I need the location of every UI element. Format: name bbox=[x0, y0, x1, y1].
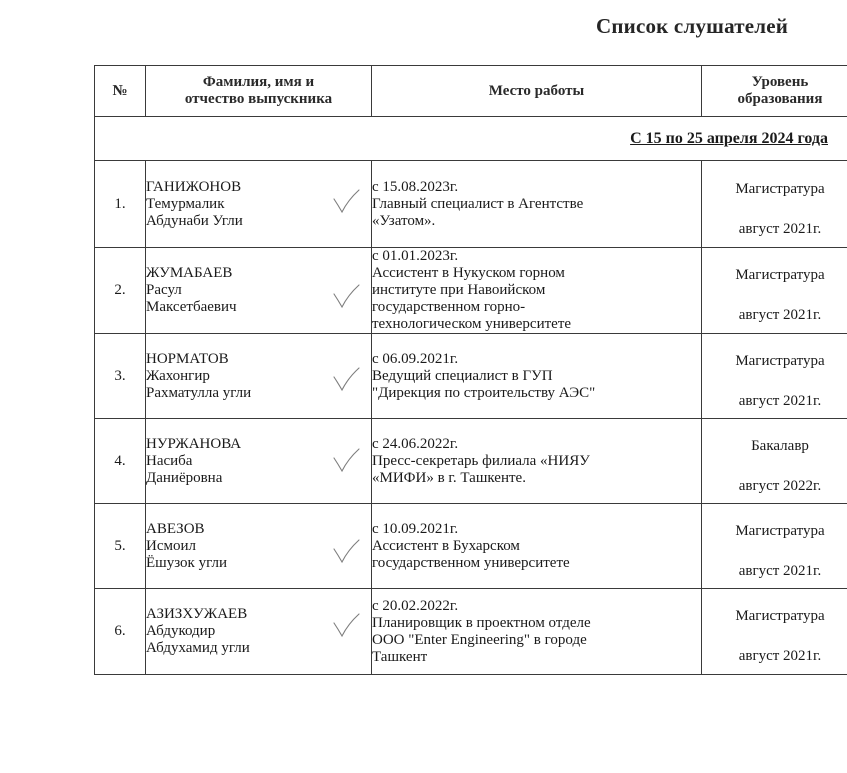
graduation-date: август 2021г. bbox=[738, 307, 822, 323]
workplace-line: государственном горно- bbox=[372, 299, 526, 315]
student-name-cell bbox=[146, 419, 372, 504]
page-title: Список слушателей bbox=[596, 14, 789, 38]
workplace-line: институте при Навоийском bbox=[372, 282, 546, 298]
education-degree: Бакалавр bbox=[751, 437, 809, 454]
workplace-cell bbox=[372, 334, 702, 419]
workplace-cell bbox=[372, 504, 702, 589]
education-cell bbox=[702, 504, 847, 589]
education-cell bbox=[702, 334, 847, 419]
student-patronymic: Абдухамид угли bbox=[146, 640, 250, 656]
period-label: С 15 по 25 апреля 2024 года bbox=[630, 129, 828, 147]
table-header-row bbox=[95, 66, 847, 117]
education-degree: Магистратура bbox=[735, 522, 825, 539]
handwritten-checkmark-icon bbox=[331, 283, 361, 309]
graduation-date: август 2021г. bbox=[738, 562, 822, 579]
workplace-line: Планировщик в проектном отделе bbox=[372, 614, 591, 631]
student-surname: НОРМАТОВ bbox=[146, 350, 229, 367]
row-number: 3. bbox=[95, 334, 146, 419]
student-first-name: Темурмалик bbox=[146, 195, 225, 212]
student-first-name: Расул bbox=[146, 282, 182, 298]
workplace-line: Главный специалист в Агентстве bbox=[372, 195, 584, 212]
workplace-line: с 15.08.2023г. bbox=[372, 178, 459, 195]
workplace-line: «МИФИ» в г. Ташкенте. bbox=[372, 469, 526, 486]
header-name-line2: отчество выпускника bbox=[184, 91, 333, 107]
education-degree: Магистратура bbox=[735, 180, 825, 197]
graduation-date: август 2021г. bbox=[738, 648, 822, 664]
education-degree: Магистратура bbox=[735, 267, 825, 283]
handwritten-checkmark-icon bbox=[331, 612, 361, 638]
workplace-line: с 01.01.2023г. bbox=[372, 248, 459, 264]
workplace-line: государственном университете bbox=[372, 554, 570, 571]
period-row bbox=[95, 117, 847, 161]
student-surname: НУРЖАНОВА bbox=[146, 435, 242, 452]
workplace-line: Ассистент в Бухарском bbox=[372, 537, 520, 554]
header-number: № bbox=[95, 66, 146, 117]
workplace-line: с 20.02.2022г. bbox=[372, 597, 459, 614]
education-cell bbox=[702, 589, 847, 675]
handwritten-checkmark-icon bbox=[331, 447, 361, 473]
handwritten-checkmark-icon bbox=[331, 188, 361, 214]
student-surname: АЗИЗХУЖАЕВ bbox=[146, 606, 248, 622]
workplace-cell bbox=[372, 161, 702, 248]
workplace-cell bbox=[372, 589, 702, 675]
row-number: 6. bbox=[95, 589, 146, 675]
header-education-line2: образования bbox=[737, 91, 823, 107]
student-patronymic: Ёшузок угли bbox=[146, 554, 227, 571]
header-name-line1: Фамилия, имя и bbox=[202, 74, 315, 90]
header-workplace: Место работы bbox=[372, 66, 702, 117]
workplace-line: Ассистент в Нукуском горном bbox=[372, 265, 565, 281]
workplace-line: с 24.06.2022г. bbox=[372, 435, 459, 452]
header-education bbox=[702, 66, 847, 117]
workplace-line: Пресс-секретарь филиала «НИЯУ bbox=[372, 452, 590, 469]
student-patronymic: Максетбаевич bbox=[146, 299, 237, 315]
student-name-cell bbox=[146, 334, 372, 419]
table-row bbox=[95, 589, 847, 675]
student-patronymic: Даниёровна bbox=[146, 469, 223, 486]
graduation-date: август 2021г. bbox=[738, 220, 822, 237]
row-number: 2. bbox=[95, 248, 146, 334]
student-first-name: Абдукодир bbox=[146, 623, 216, 639]
student-patronymic: Рахматулла угли bbox=[146, 384, 252, 401]
education-degree: Магистратура bbox=[735, 352, 825, 369]
student-name-cell bbox=[146, 161, 372, 248]
education-degree: Магистратура bbox=[735, 608, 825, 624]
student-first-name: Жахонгир bbox=[146, 367, 210, 384]
student-name-cell bbox=[146, 248, 372, 334]
student-surname: ЖУМАБАЕВ bbox=[146, 265, 233, 281]
workplace-line: технологическом университете bbox=[372, 316, 572, 332]
education-cell bbox=[702, 248, 847, 334]
student-name-cell bbox=[146, 589, 372, 675]
education-cell bbox=[702, 419, 847, 504]
workplace-line: с 10.09.2021г. bbox=[372, 520, 459, 537]
period-cell bbox=[95, 117, 847, 161]
workplace-line: с 06.09.2021г. bbox=[372, 350, 459, 367]
table-row bbox=[95, 419, 847, 504]
table-row bbox=[95, 334, 847, 419]
table-row bbox=[95, 161, 847, 248]
student-surname: АВЕЗОВ bbox=[146, 520, 205, 537]
workplace-cell bbox=[372, 419, 702, 504]
header-education-line1: Уровень bbox=[751, 74, 809, 90]
handwritten-checkmark-icon bbox=[331, 366, 361, 392]
workplace-line: "Дирекция по строительству АЭС" bbox=[372, 384, 596, 401]
row-number: 1. bbox=[95, 161, 146, 248]
row-number: 4. bbox=[95, 419, 146, 504]
workplace-line: «Узатом». bbox=[372, 212, 436, 229]
graduation-date: август 2021г. bbox=[738, 392, 822, 409]
header-name bbox=[146, 66, 372, 117]
students-table bbox=[94, 65, 847, 675]
education-cell bbox=[702, 161, 847, 248]
student-surname: ГАНИЖОНОВ bbox=[146, 178, 242, 195]
student-first-name: Насиба bbox=[146, 452, 193, 469]
student-first-name: Исмоил bbox=[146, 537, 196, 554]
workplace-line: Ташкент bbox=[372, 648, 428, 665]
row-number: 5. bbox=[95, 504, 146, 589]
student-patronymic: Абдунаби Угли bbox=[146, 212, 243, 229]
workplace-line: Ведущий специалист в ГУП bbox=[372, 367, 553, 384]
handwritten-checkmark-icon bbox=[331, 538, 361, 564]
workplace-line: ООО "Enter Engineering" в городе bbox=[372, 631, 587, 648]
graduation-date: август 2022г. bbox=[738, 477, 822, 494]
table-row bbox=[95, 504, 847, 589]
workplace-cell bbox=[372, 248, 702, 334]
table-row bbox=[95, 248, 847, 334]
student-name-cell bbox=[146, 504, 372, 589]
